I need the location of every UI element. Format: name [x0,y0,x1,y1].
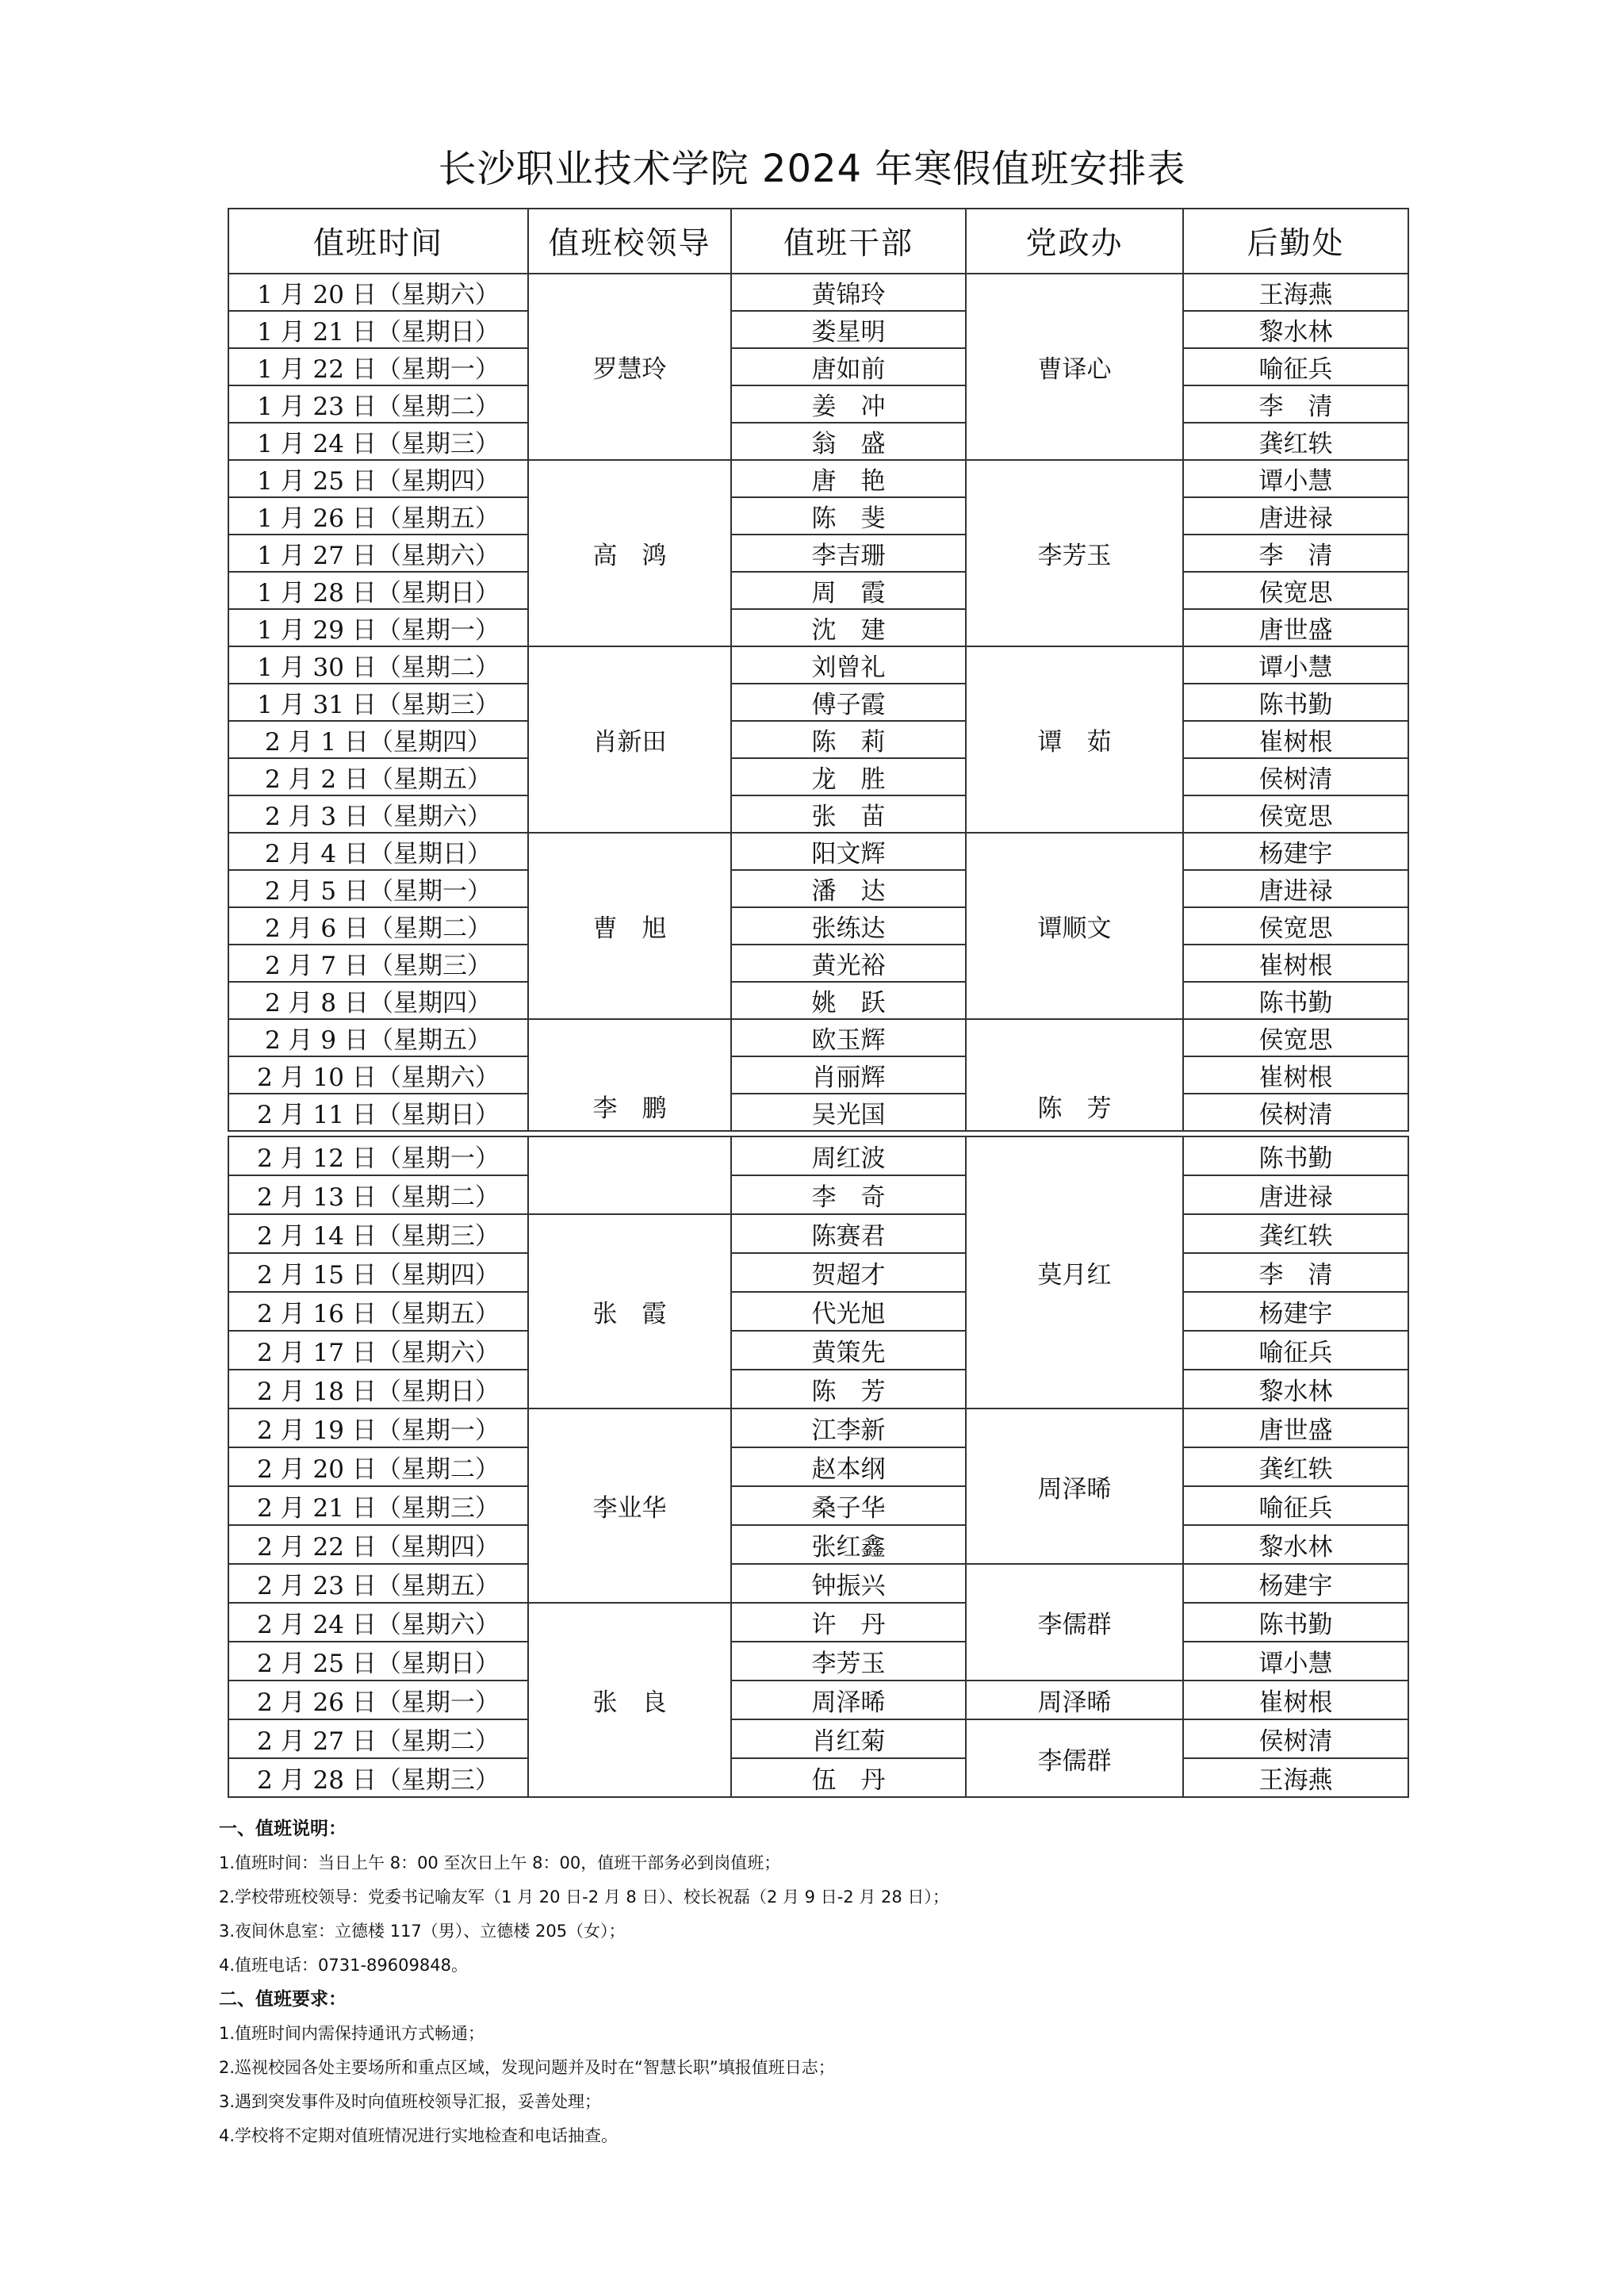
logistics-staff: 崔树根 [1183,1056,1408,1094]
duty-date: 1 月 26 日（星期五） [228,497,528,535]
duty-cadre: 姚 跃 [731,982,966,1019]
table-row [228,1408,1408,1447]
note-line: 4.值班电话：0731-89609848。 [219,1956,468,1975]
duty-cadre: 李芳玉 [731,1642,966,1681]
table-row [228,311,1408,348]
duty-cadre: 江李新 [731,1408,966,1447]
duty-cadre: 周红波 [731,1136,966,1175]
table-row [228,795,1408,833]
table-row [228,1525,1408,1564]
table-row [228,721,1408,758]
table-row [228,497,1408,535]
duty-date: 2 月 5 日（星期一） [228,870,528,907]
duty-date: 2 月 6 日（星期二） [228,907,528,945]
logistics-staff: 唐进禄 [1183,1175,1408,1214]
duty-date: 2 月 28 日（星期三） [228,1758,528,1797]
table-row [228,274,1408,311]
school-leader: 李 鹏 [528,1019,731,1131]
party-office-staff: 谭顺文 [966,833,1183,1019]
logistics-staff: 陈书勤 [1183,982,1408,1019]
duty-cadre: 黄锦玲 [731,274,966,311]
duty-date: 2 月 8 日（星期四） [228,982,528,1019]
duty-cadre: 肖丽辉 [731,1056,966,1094]
table-row [228,1253,1408,1292]
logistics-staff: 喻征兵 [1183,348,1408,385]
duty-date: 1 月 30 日（星期二） [228,646,528,684]
table-header-row [228,209,1408,274]
logistics-staff: 喻征兵 [1183,1331,1408,1370]
logistics-staff: 崔树根 [1183,1681,1408,1719]
table-row [228,646,1408,684]
school-leader: 曹 旭 [528,833,731,1019]
duty-date: 2 月 14 日（星期三） [228,1214,528,1253]
logistics-staff: 黎水林 [1183,1525,1408,1564]
logistics-staff: 杨建宇 [1183,833,1408,870]
party-office-staff: 莫月红 [966,1136,1183,1408]
duty-cadre: 黄策先 [731,1331,966,1370]
school-leader: 罗慧玲 [528,274,731,460]
table-row [228,348,1408,385]
duty-date: 2 月 25 日（星期日） [228,1642,528,1681]
logistics-staff: 崔树根 [1183,945,1408,982]
duty-cadre: 周 霞 [731,572,966,609]
school-leader: 高 鸿 [528,460,731,646]
duty-cadre: 陈 斐 [731,497,966,535]
duty-date: 2 月 16 日（星期五） [228,1292,528,1331]
duty-date: 1 月 22 日（星期一） [228,348,528,385]
duty-date: 2 月 2 日（星期五） [228,758,528,795]
duty-cadre: 傅子霞 [731,684,966,721]
table-row [228,1447,1408,1486]
logistics-staff: 喻征兵 [1183,1486,1408,1525]
duty-date: 2 月 13 日（星期二） [228,1175,528,1214]
logistics-staff: 唐进禄 [1183,497,1408,535]
table-row [228,1292,1408,1331]
logistics-staff: 龚红轶 [1183,1214,1408,1253]
party-office-staff: 李儒群 [966,1719,1183,1797]
table-row [228,423,1408,460]
duty-date: 2 月 17 日（星期六） [228,1331,528,1370]
duty-date: 2 月 7 日（星期三） [228,945,528,982]
duty-cadre: 翁 盛 [731,423,966,460]
table-row [228,460,1408,497]
logistics-staff: 谭小慧 [1183,460,1408,497]
duty-cadre: 姜 冲 [731,385,966,423]
party-office-staff: 周泽晞 [966,1681,1183,1719]
party-office-staff: 周泽晞 [966,1408,1183,1564]
duty-cadre: 潘 达 [731,870,966,907]
duty-date: 2 月 1 日（星期四） [228,721,528,758]
duty-table-part-1 [228,208,1409,1132]
logistics-staff: 王海燕 [1183,1758,1408,1797]
school-leader: 李业华 [528,1408,731,1603]
duty-cadre: 陈赛君 [731,1214,966,1253]
duty-cadre: 肖红菊 [731,1719,966,1758]
school-leader: 张 霞 [528,1214,731,1408]
duty-cadre: 龙 胜 [731,758,966,795]
table-row [228,1056,1408,1094]
logistics-staff: 谭小慧 [1183,1642,1408,1681]
table-row [228,1175,1408,1214]
table-row [228,1603,1408,1642]
duty-cadre: 娄星明 [731,311,966,348]
note-line: 1.值班时间内需保持通讯方式畅通； [219,2024,485,2043]
logistics-staff: 李 清 [1183,1253,1408,1292]
header-school-leader: 值班校领导 [528,209,731,274]
table-row [228,1681,1408,1719]
table-row [228,1758,1408,1797]
party-office-staff: 陈 芳 [966,1019,1183,1131]
duty-date: 2 月 22 日（星期四） [228,1525,528,1564]
logistics-staff: 李 清 [1183,385,1408,423]
duty-cadre: 张练达 [731,907,966,945]
table-row [228,535,1408,572]
party-office-staff: 李儒群 [966,1564,1183,1681]
duty-date: 1 月 31 日（星期三） [228,684,528,721]
school-leader: 肖新田 [528,646,731,833]
school-leader: 张 良 [528,1603,731,1797]
table-row [228,1019,1408,1056]
page-title: 长沙职业技术学院 2024 年寒假值班安排表 [438,147,1186,191]
duty-cadre: 欧玉辉 [731,1019,966,1056]
duty-cadre: 陈 芳 [731,1370,966,1408]
duty-date: 2 月 21 日（星期三） [228,1486,528,1525]
duty-date: 2 月 26 日（星期一） [228,1681,528,1719]
table-row [228,1136,1408,1175]
logistics-staff: 陈书勤 [1183,1136,1408,1175]
duty-cadre: 陈 莉 [731,721,966,758]
note-line: 3.遇到突发事件及时向值班校领导汇报，妥善处理； [219,2092,602,2111]
header-logistics: 后勤处 [1183,209,1408,274]
duty-cadre: 刘曾礼 [731,646,966,684]
duty-date: 2 月 15 日（星期四） [228,1253,528,1292]
table-row [228,758,1408,795]
logistics-staff: 龚红轶 [1183,1447,1408,1486]
table-row [228,1214,1408,1253]
duty-date: 1 月 23 日（星期二） [228,385,528,423]
duty-date: 2 月 23 日（星期五） [228,1564,528,1603]
duty-date: 2 月 9 日（星期五） [228,1019,528,1056]
table-row [228,1642,1408,1681]
header-duty-time: 值班时间 [228,209,528,274]
logistics-staff: 侯树清 [1183,758,1408,795]
duty-date: 1 月 24 日（星期三） [228,423,528,460]
duty-date: 2 月 24 日（星期六） [228,1603,528,1642]
duty-cadre: 沈 建 [731,609,966,646]
logistics-staff: 陈书勤 [1183,684,1408,721]
header-duty-cadre: 值班干部 [731,209,966,274]
duty-date: 2 月 4 日（星期日） [228,833,528,870]
logistics-staff: 侯树清 [1183,1719,1408,1758]
table-row [228,945,1408,982]
duty-date: 2 月 19 日（星期一） [228,1408,528,1447]
duty-date: 1 月 27 日（星期六） [228,535,528,572]
duty-cadre: 张 苗 [731,795,966,833]
note-line: 1.值班时间：当日上午 8：00 至次日上午 8：00，值班干部务必到岗值班； [219,1853,781,1872]
duty-date: 2 月 20 日（星期二） [228,1447,528,1486]
notes-section-title: 一、值班说明： [219,1819,347,1839]
party-office-staff: 谭 茹 [966,646,1183,833]
party-office-staff: 曹译心 [966,274,1183,460]
logistics-staff: 侯树清 [1183,1094,1408,1131]
table-row [228,684,1408,721]
duty-cadre: 伍 丹 [731,1758,966,1797]
logistics-staff: 侯宽思 [1183,1019,1408,1056]
logistics-staff: 崔树根 [1183,721,1408,758]
duty-cadre: 贺超才 [731,1253,966,1292]
logistics-staff: 龚红轶 [1183,423,1408,460]
table-row [228,907,1408,945]
logistics-staff: 王海燕 [1183,274,1408,311]
table-row [228,609,1408,646]
note-line: 2.学校带班校领导：党委书记喻友军（1 月 20 日-2 月 8 日）、校长祝磊（2 月 9 日-2 月 28 日）； [219,1888,949,1907]
logistics-staff: 黎水林 [1183,311,1408,348]
table-row [228,1564,1408,1603]
table-row [228,1719,1408,1758]
table-row [228,833,1408,870]
duty-date: 2 月 11 日（星期日） [228,1094,528,1131]
logistics-staff: 唐世盛 [1183,609,1408,646]
duty-cadre: 周泽晞 [731,1681,966,1719]
duty-date: 2 月 18 日（星期日） [228,1370,528,1408]
duty-date: 2 月 12 日（星期一） [228,1136,528,1175]
logistics-staff: 谭小慧 [1183,646,1408,684]
table-row [228,870,1408,907]
logistics-staff: 杨建宇 [1183,1292,1408,1331]
note-line: 2.巡视校园各处主要场所和重点区域，发现问题并及时在“智慧长职”填报值班日志； [219,2058,835,2077]
duty-cadre: 李吉珊 [731,535,966,572]
logistics-staff: 侯宽思 [1183,907,1408,945]
table-row [228,385,1408,423]
duty-cadre: 赵本纲 [731,1447,966,1486]
table-row [228,1486,1408,1525]
duty-date: 1 月 21 日（星期日） [228,311,528,348]
duty-cadre: 黄光裕 [731,945,966,982]
duty-cadre: 桑子华 [731,1486,966,1525]
table-row [228,572,1408,609]
duty-cadre: 吴光国 [731,1094,966,1131]
party-office-staff: 李芳玉 [966,460,1183,646]
logistics-staff: 唐世盛 [1183,1408,1408,1447]
logistics-staff: 黎水林 [1183,1370,1408,1408]
table-row [228,1094,1408,1131]
note-line: 3.夜间休息室：立德楼 117（男）、立德楼 205（女）； [219,1922,626,1941]
duty-date: 2 月 10 日（星期六） [228,1056,528,1094]
table-row [228,1331,1408,1370]
duty-table-part-2 [228,1136,1409,1798]
logistics-staff: 杨建宇 [1183,1564,1408,1603]
duty-cadre: 阳文辉 [731,833,966,870]
duty-notes [219,1812,1424,2153]
duty-date: 2 月 27 日（星期二） [228,1719,528,1758]
duty-date: 1 月 25 日（星期四） [228,460,528,497]
duty-cadre: 许 丹 [731,1603,966,1642]
duty-cadre: 唐如前 [731,348,966,385]
duty-date: 1 月 29 日（星期一） [228,609,528,646]
duty-date: 1 月 20 日（星期六） [228,274,528,311]
table-row [228,1370,1408,1408]
duty-cadre: 唐 艳 [731,460,966,497]
duty-date: 2 月 3 日（星期六） [228,795,528,833]
duty-date: 1 月 28 日（星期日） [228,572,528,609]
duty-cadre: 张红鑫 [731,1525,966,1564]
notes-section-title: 二、值班要求： [219,1989,347,2010]
logistics-staff: 唐进禄 [1183,870,1408,907]
duty-cadre: 代光旭 [731,1292,966,1331]
logistics-staff: 侯宽思 [1183,795,1408,833]
duty-cadre: 李 奇 [731,1175,966,1214]
school-leader-continued [528,1136,731,1214]
duty-cadre: 钟振兴 [731,1564,966,1603]
note-line: 4.学校将不定期对值班情况进行实地检查和电话抽查。 [219,2126,619,2145]
logistics-staff: 侯宽思 [1183,572,1408,609]
table-row [228,982,1408,1019]
logistics-staff: 陈书勤 [1183,1603,1408,1642]
header-party-office: 党政办 [966,209,1183,274]
logistics-staff: 李 清 [1183,535,1408,572]
